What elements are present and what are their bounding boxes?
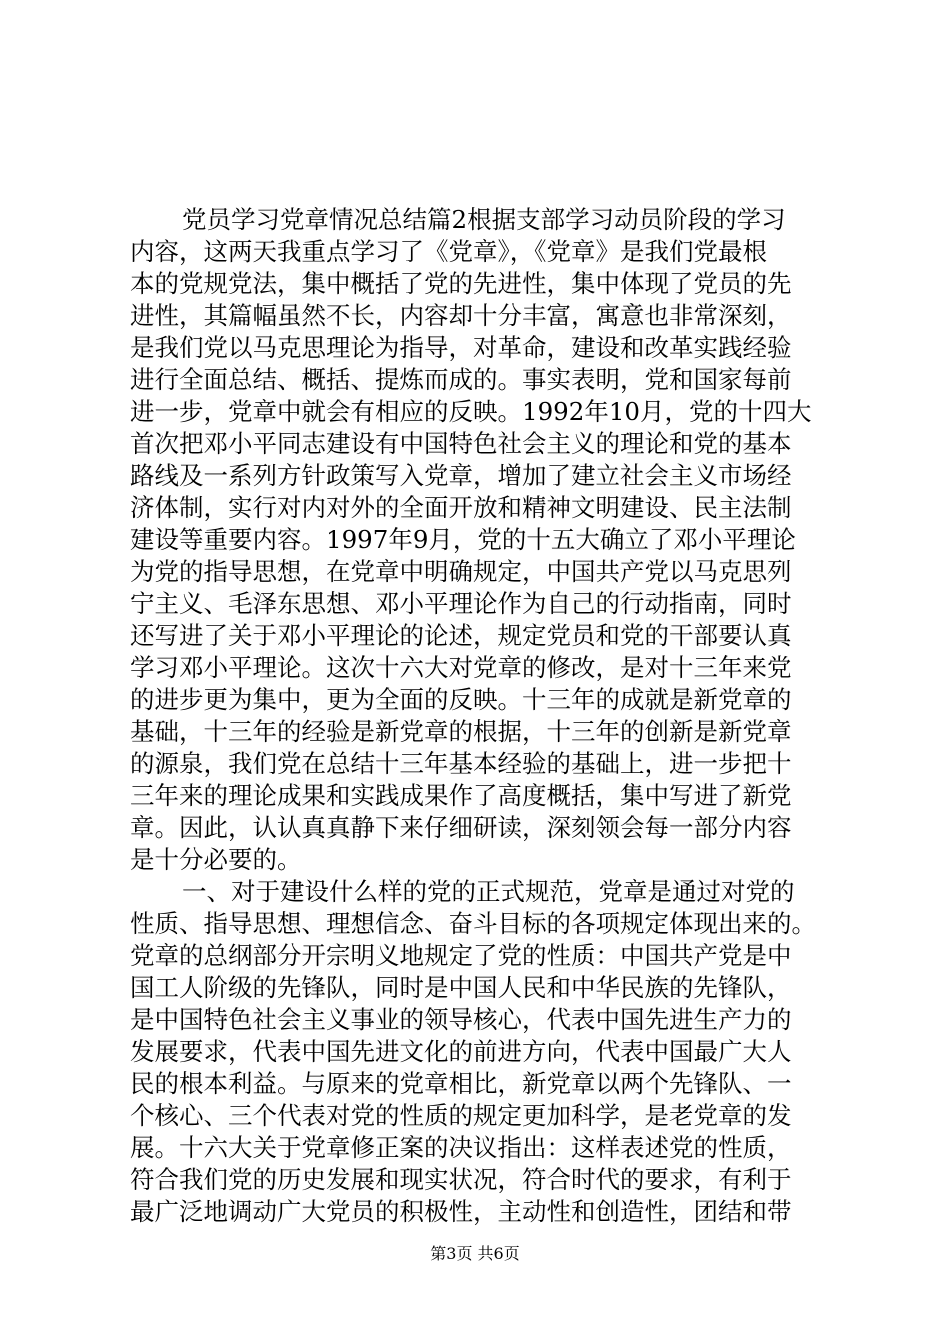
paragraph-1-line-12: 为党的指导思想，在党章中明确规定，中国共产党以马克思列 bbox=[130, 557, 792, 586]
paragraph-1-line-18: 的源泉，我们党在总结十三年基本经验的基础上，进一步把十 bbox=[130, 749, 792, 778]
paragraph-1-line-7: 进一步，党章中就会有相应的反映。1992年10月，党的十四大 bbox=[130, 397, 812, 426]
paragraph-1-line-10: 济体制，实行对内对外的全面开放和精神文明建设、民主法制 bbox=[130, 493, 792, 522]
paragraph-1-line-19: 三年来的理论成果和实践成果作了高度概括，集中写进了新党 bbox=[130, 781, 792, 810]
paragraph-1-line-14: 还写进了关于邓小平理论的论述，规定党员和党的干部要认真 bbox=[130, 621, 792, 650]
document-body bbox=[130, 204, 830, 1228]
page-number-footer: 第3页 共6页 bbox=[430, 1244, 520, 1263]
paragraph-2-line-10: 符合我们党的历史发展和现实状况，符合时代的要求，有利于 bbox=[130, 1165, 792, 1194]
paragraph-2-line-9: 展。十六大关于党章修正案的决议指出：这样表述党的性质， bbox=[130, 1133, 792, 1162]
paragraph-1-line-3: 本的党规党法，集中概括了党的先进性，集中体现了党员的先 bbox=[130, 269, 792, 298]
paragraph-2-line-5: 是中国特色社会主义事业的领导核心，代表中国先进生产力的 bbox=[130, 1005, 792, 1034]
paragraph-1-line-6: 进行全面总结、概括、提炼而成的。事实表明，党和国家每前 bbox=[130, 365, 792, 394]
paragraph-1-line-17: 基础，十三年的经验是新党章的根据，十三年的创新是新党章 bbox=[130, 717, 792, 746]
paragraph-1-line-8: 首次把邓小平同志建设有中国特色社会主义的理论和党的基本 bbox=[130, 429, 792, 458]
paragraph-1-line-20: 章。因此，认认真真静下来仔细研读，深刻领会每一部分内容 bbox=[130, 813, 792, 842]
paragraph-1-line-1: 党员学习党章情况总结篇2根据支部学习动员阶段的学习 bbox=[182, 205, 786, 234]
paragraph-1-line-21: 是十分必要的。 bbox=[130, 845, 302, 874]
paragraph-1-line-16: 的进步更为集中，更为全面的反映。十三年的成就是新党章的 bbox=[130, 685, 792, 714]
paragraph-1-line-4: 进性，其篇幅虽然不长，内容却十分丰富，寓意也非常深刻， bbox=[130, 301, 792, 330]
paragraph-1-line-5: 是我们党以马克思理论为指导，对革命，建设和改革实践经验 bbox=[130, 333, 792, 362]
paragraph-1-line-9: 路线及一系列方针政策写入党章，增加了建立社会主义市场经 bbox=[130, 461, 792, 490]
paragraph-1-line-2: 内容，这两天我重点学习了《党章》，《党章》是我们党最根 bbox=[130, 237, 767, 266]
paragraph-2-line-6: 发展要求，代表中国先进文化的前进方向，代表中国最广大人 bbox=[130, 1037, 792, 1066]
paragraph-1-line-15: 学习邓小平理论。这次十六大对党章的修改，是对十三年来党 bbox=[130, 653, 792, 682]
paragraph-2-line-2: 性质、指导思想、理想信念、奋斗目标的各项规定体现出来的。 bbox=[130, 909, 816, 938]
paragraph-1-line-11: 建设等重要内容。1997年9月，党的十五大确立了邓小平理论 bbox=[130, 525, 796, 554]
paragraph-2-line-11: 最广泛地调动广大党员的积极性，主动性和创造性，团结和带 bbox=[130, 1197, 792, 1226]
paragraph-2-line-4: 国工人阶级的先锋队，同时是中国人民和中华民族的先锋队， bbox=[130, 973, 792, 1002]
paragraph-2-line-7: 民的根本利益。与原来的党章相比，新党章以两个先锋队、一 bbox=[130, 1069, 792, 1098]
paragraph-1-line-13: 宁主义、毛泽东思想、邓小平理论作为自己的行动指南，同时 bbox=[130, 589, 792, 618]
paragraph-2-line-1: 一、对于建设什么样的党的正式规范，党章是通过对党的 bbox=[182, 877, 795, 906]
paragraph-2-line-8: 个核心、三个代表对党的性质的规定更加科学，是老党章的发 bbox=[130, 1101, 792, 1130]
paragraph-2-line-3: 党章的总纲部分开宗明义地规定了党的性质：中国共产党是中 bbox=[130, 941, 792, 970]
